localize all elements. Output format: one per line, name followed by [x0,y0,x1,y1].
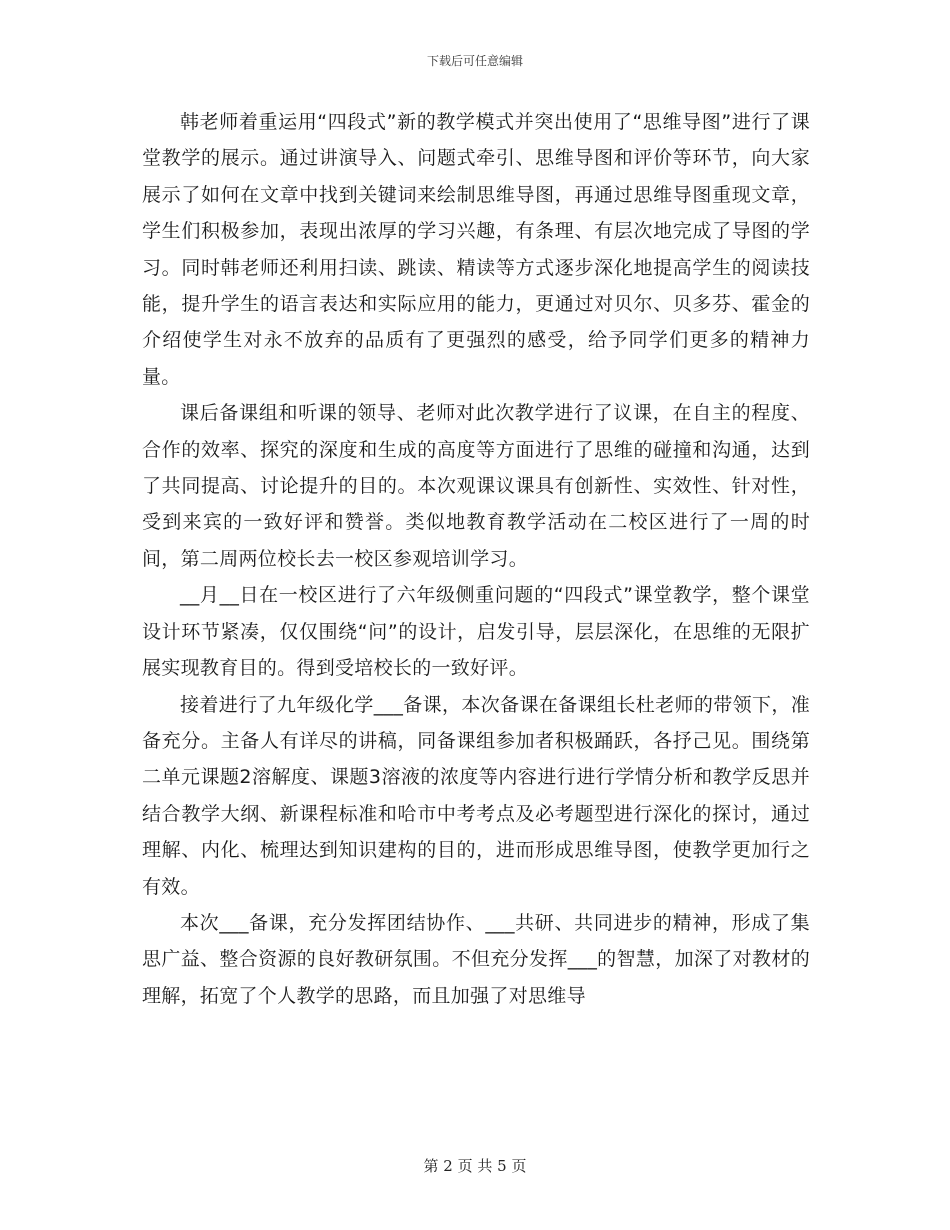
paragraph-5: 本次___备课，充分发挥团结协作、___共研、共同进步的精神，形成了集思广益、整合资源的良好教研氛围。不但充分发挥___的智慧，加深了对教材的理解，拓宽了个人教学的思路，而且加强了对思维导 [142,911,810,1007]
page-number-footer: 第 2 页 共 5 页 [423,1157,527,1175]
paragraph-1: 韩老师着重运用“四段式”新的教学模式并突出使用了“思维导图”进行了课堂教学的展示。通过讲演导入、问题式牵引、思维导图和评价等环节，向大家展示了如何在文章中找到关键词来绘制思维导图，再通过思维导图重现文章，学生们积极参加，表现出浓厚的学习兴趣，有条理、有层次地完成了导图的学习。同时韩老师还利用扫读、跳读、精读等方式逐步深化地提高学生的阅读技能，提升学生的语言表达和实际应用的能力，更通过对贝尔、贝多芬、霍金的介绍使学生对永不放弃的品质有了更强烈的感受，给予同学们更多的精神力量。 [142,111,810,388]
paragraph-4: 接着进行了九年级化学___备课，本次备课在备课组长杜老师的带领下，准备充分。主备人有详尽的讲稿，同备课组参加者积极踊跃，各抒己见。围绕第二单元课题2溶解度、课题3溶液的浓度等内容进行进行学情分析和教学反思并结合教学大纲、新课程标准和哈市中考考点及必考题型进行深化的探讨，通过理解、内化、梳理达到知识建构的目的，进而形成思维导图，使教学更加行之有效。 [142,693,810,898]
paragraph-2: 课后备课组和听课的领导、老师对此次教学进行了议课，在自主的程度、合作的效率、探究的深度和生成的高度等方面进行了思维的碰撞和沟通，达到了共同提高、讨论提升的目的。本次观课议课具有创新性、实效性、针对性，受到来宾的一致好评和赞誉。类似地教育教学活动在二校区进行了一周的时间，第二周两位校长去一校区参观培训学习。 [142,402,810,570]
paragraph-3: __月__日在一校区进行了六年级侧重问题的“四段式”课堂教学，整个课堂设计环节紧凑，仅仅围绕“问”的设计，启发引导，层层深化，在思维的无限扩展实现教育目的。得到受培校长的一致好评。 [142,584,810,680]
page-header: 下载后可任意编辑 [426,54,523,68]
document-body [142,104,810,1014]
